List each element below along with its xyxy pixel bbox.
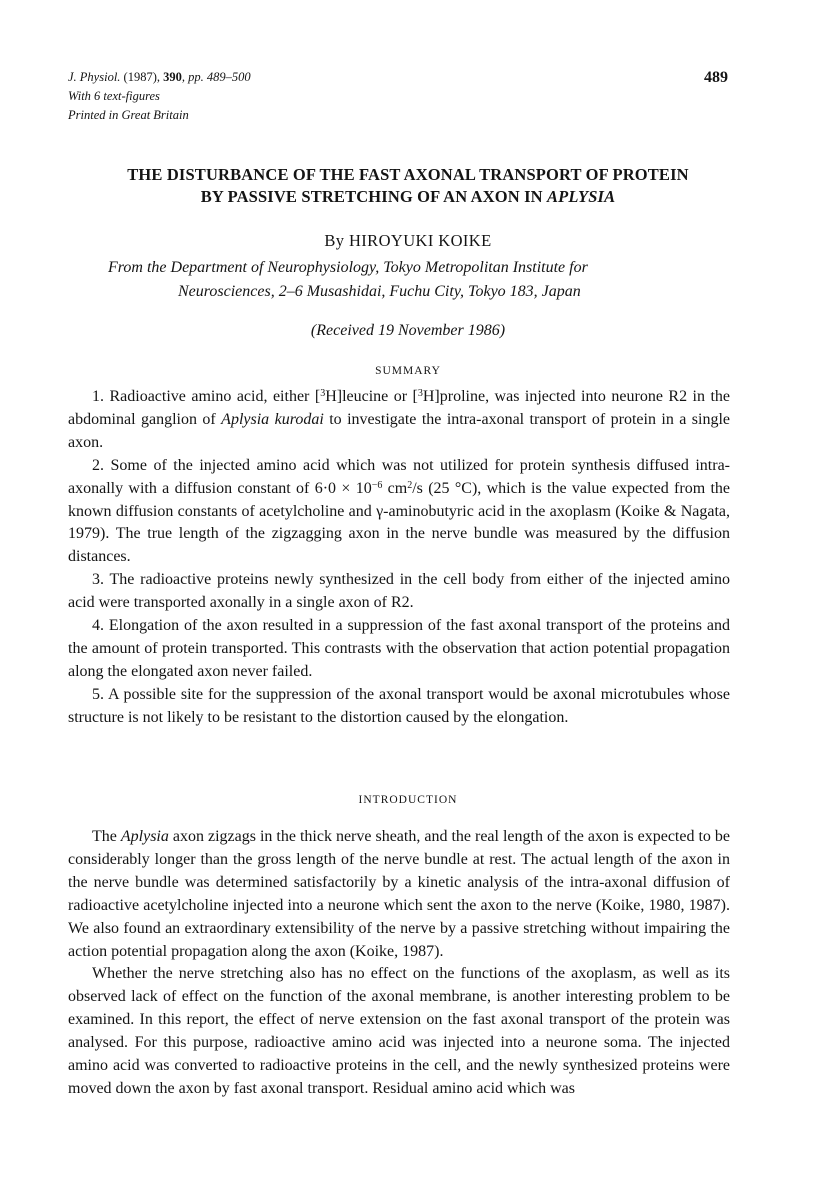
journal-citation: J. Physiol. (1987), 390, pp. 489–500	[68, 70, 251, 84]
article-title: THE DISTURBANCE OF THE FAST AXONAL TRANSPORT OF PROTEIN BY PASSIVE STRETCHING OF AN AXON IN APLYSIA	[127, 165, 689, 206]
introduction-heading: INTRODUCTION	[358, 794, 458, 806]
summary-point-5: 5. A possible site for the suppression of the axonal transport would be axonal microtubules whose structure is not likely to be resistant to the distortion caused by the elongation.	[68, 685, 730, 726]
received-date: (Received 19 November 1986)	[310, 322, 506, 339]
figure-count: With 6 text-figures	[68, 89, 160, 103]
intro-paragraph-1: The Aplysia axon zigzags in the thick nerve sheath, and the real length of the axon is expected to be considerably longer than the gross length of the nerve bundle at rest. The actual length of the axon in the nerve bundle was determined satisfactorily by a kinetic analysis of the intra-axonal diffusion of radioactive acetylcholine injected into a neurone which sent the axon to the nerve (Koike, 1980, 1987). We also found an extraordinary extensibility of the nerve by a passive stretching without impairing the action potential propagation along the axon (Koike, 1987).	[68, 828, 731, 960]
affiliation: From the Department of Neurophysiology, Tokyo Metropolitan Institute for Neurosciences, 2–6 Musashidai, Fuchu City, Tokyo 183, Japan	[108, 259, 588, 300]
intro-paragraph-2: Whether the nerve stretching also has no effect on the functions of the axoplasm, as well as its observed lack of effect on the function of the axonal membrane, is another interesting problem to be examined. In this report, the effect of nerve extension on the fast axonal transport of the protein was analysed. For this purpose, radioactive amino acid was injected into a neurone soma. The injected amino acid was converted to radioactive proteins in the cell, and the newly synthesized proteins were moved down the axon by fast axonal transport. Residual amino acid which was	[68, 965, 730, 1097]
summary-body	[68, 386, 730, 730]
summary-heading: SUMMARY	[375, 365, 441, 377]
summary-point-2: 2. Some of the injected amino acid which was not utilized for protein synthesis diffused intra-axonally with a diffusion constant of $6\cdot 0 \times 10^{-6}$ $cm^2/s$ (25 °C), which is the value expected from the known diffusion constants of acetylcholine and γ-aminobutyric acid in the axoplasm (Koike & Nagata, 1979). The true length of the zigzagging axon in the nerve bundle was measured by the diffusion distances.	[68, 456, 731, 566]
summary-point-1: 1. Radioactive amino acid, either [$^3$H]leucine or [$^3$H]proline, was injected into neurone R2 in the abdominal ganglion of Aplysia kurodai to investigate the intra-axonal transport of protein in a single axon.	[68, 388, 731, 451]
page-number: 489	[704, 69, 728, 86]
page-header	[68, 68, 728, 125]
summary-point-4: 4. Elongation of the axon resulted in a suppression of the fast axonal transport of the proteins and the amount of protein transported. This contrasts with the observation that action potential propagation along the elongated axon never failed.	[68, 617, 730, 680]
printed-note: Printed in Great Britain	[68, 108, 189, 122]
author-line: By HIROYUKI KOIKE	[324, 231, 492, 250]
summary-point-3: 3. The radioactive proteins newly synthesized in the cell body from either of the injected amino acid were transported axonally in a single axon of R2.	[68, 571, 730, 612]
introduction-body	[68, 826, 730, 1101]
